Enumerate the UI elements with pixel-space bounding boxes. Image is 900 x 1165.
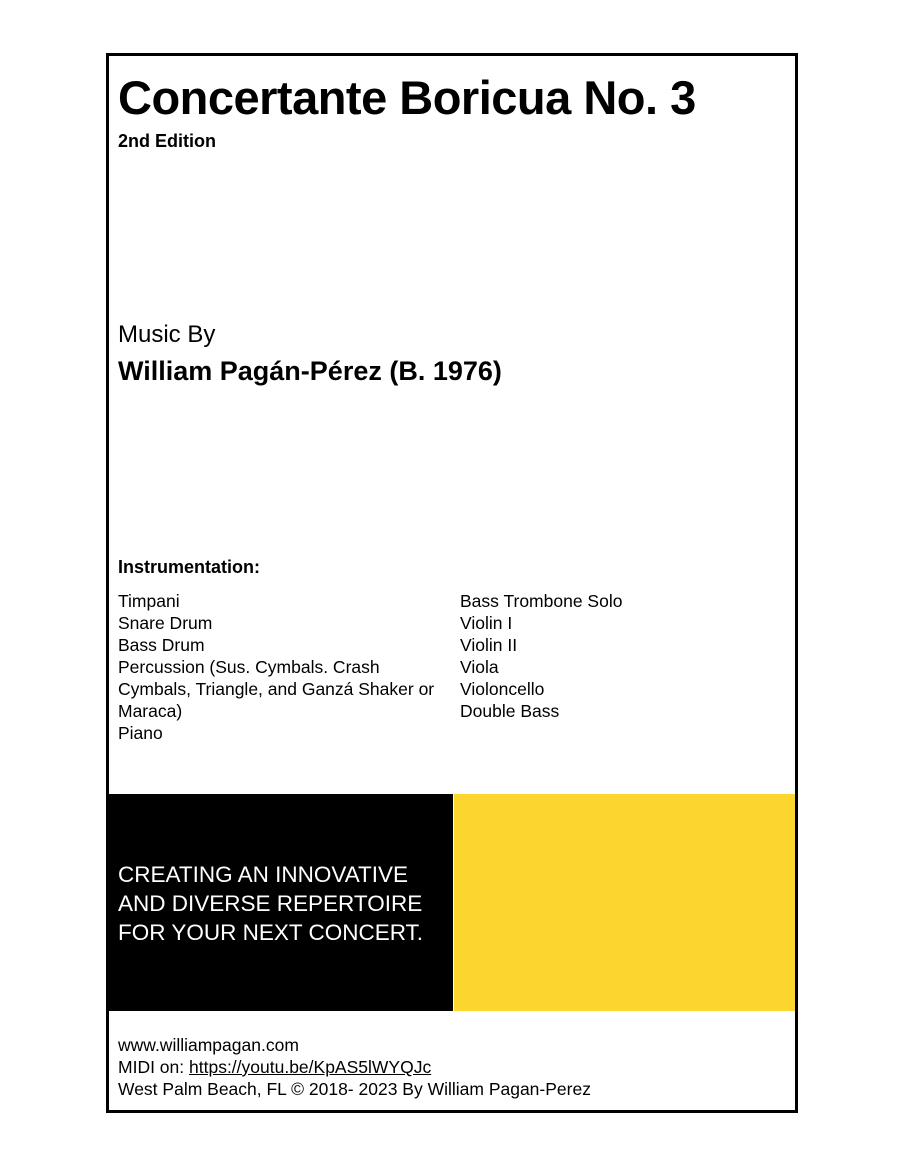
instrument-item: Viola: [460, 657, 499, 677]
instrumentation-list-left: [118, 590, 448, 744]
instrumentation-heading: Instrumentation:: [118, 557, 260, 577]
instrument-item: Timpani: [118, 591, 180, 611]
midi-link[interactable]: https://youtu.be/KpAS5lWYQJc: [189, 1057, 432, 1077]
instrument-item: Bass Trombone Solo: [460, 591, 623, 611]
instrument-item: Snare Drum: [118, 613, 213, 633]
instrument-item: Violin I: [460, 613, 513, 633]
instrumentation-list-right: [460, 590, 780, 722]
footer: [118, 1034, 591, 1100]
music-by-label: Music By: [118, 321, 216, 348]
banner-yellow-panel: [454, 794, 795, 1011]
page-border: [106, 53, 798, 1113]
midi-line: [118, 1056, 591, 1078]
midi-label: MIDI on:: [118, 1057, 189, 1077]
instrument-item: Bass Drum: [118, 635, 205, 655]
instrument-item: Piano: [118, 723, 163, 743]
website-text: www.williampagan.com: [118, 1035, 299, 1055]
tagline: [118, 860, 448, 947]
banner-black-panel: [109, 794, 453, 1011]
tagline-line: AND DIVERSE REPERTOIRE: [118, 891, 423, 916]
score-title: Concertante Boricua No. 3: [118, 71, 696, 124]
composer-name: William Pagán-Pérez (B. 1976): [118, 356, 502, 386]
tagline-line: CREATING AN INNOVATIVE: [118, 862, 409, 887]
instrument-item: Violoncello: [460, 679, 545, 699]
instrument-item: Double Bass: [460, 701, 560, 721]
tagline-line: FOR YOUR NEXT CONCERT.: [118, 920, 424, 945]
instrument-item: Percussion (Sus. Cymbals. Crash Cymbals, Triangle, and Ganzá Shaker or Maraca): [118, 657, 435, 721]
instrument-item: Violin II: [460, 635, 518, 655]
copyright-text: West Palm Beach, FL © 2018- 2023 By William Pagan-Perez: [118, 1079, 591, 1099]
edition-label: 2nd Edition: [118, 131, 216, 151]
